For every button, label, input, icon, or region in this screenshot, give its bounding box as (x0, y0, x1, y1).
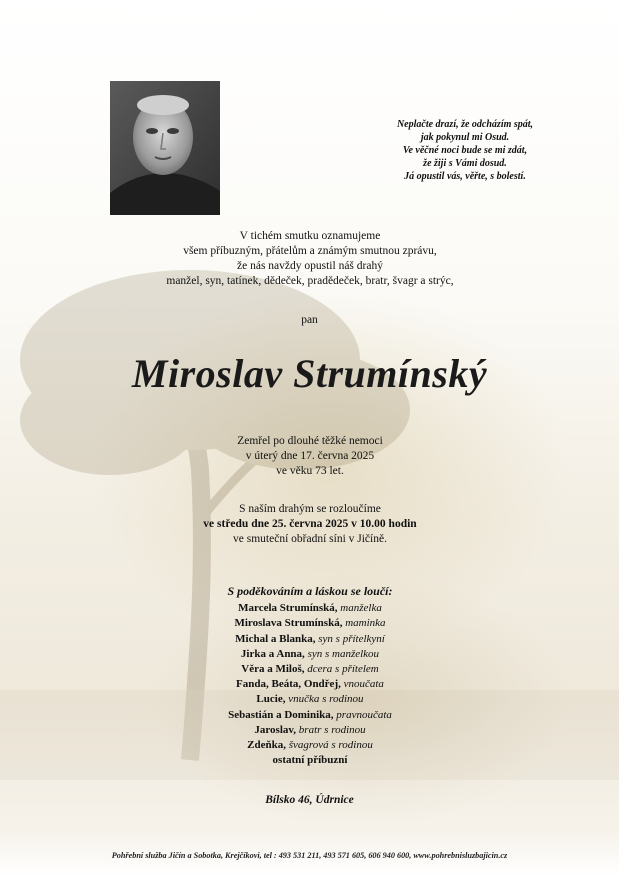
mourner-relation: maminka (342, 617, 386, 630)
mourner-row (80, 632, 540, 647)
funeral-place: ve smuteční obřadní síni v Jičíně. (233, 533, 387, 545)
mourners-list (80, 584, 540, 768)
honorific-pan: pan (301, 314, 318, 326)
mourner-relation: vnoučata (340, 678, 384, 691)
poem-verse (380, 118, 550, 183)
poem-line: že žiji s Vámi dosud. (423, 158, 507, 169)
poem-line: Neplačte drazí, že odcházím spát, (396, 119, 534, 130)
mourner-name: Jaroslav, (254, 723, 297, 736)
mourner-row (80, 692, 540, 707)
poem-line: Já opustil vás, věřte, s bolestí. (404, 171, 526, 182)
mourner-name: Miroslava Strumínská, (234, 617, 343, 630)
mourner-row (80, 753, 540, 768)
mourner-row (80, 647, 540, 662)
mourner-row (80, 708, 540, 723)
mourner-row (80, 677, 540, 692)
deceased-name: Miroslav Strumínský (131, 351, 488, 396)
mourner-name: Zdeňka, (247, 739, 286, 752)
death-line: ve věku 73 let. (276, 465, 344, 477)
portrait-photo (110, 81, 220, 215)
mourner-relation: manželka (337, 602, 382, 615)
mourner-name: Lucie, (256, 693, 286, 706)
death-details (80, 434, 540, 479)
family-address: Bílsko 46, Údrnice (265, 794, 354, 806)
announcement-line: V tichém smutku oznamujeme (239, 230, 381, 242)
mourner-row (80, 723, 540, 738)
mourner-row (80, 616, 540, 631)
funeral-date-time: ve středu dne 25. června 2025 v 10.00 hodin (203, 518, 417, 530)
funeral-intro: S naším drahým se rozloučíme (239, 503, 381, 515)
mourner-row (80, 601, 540, 616)
mourner-relation: syn s přítelkyní (315, 632, 385, 645)
announcement-line: manžel, syn, tatínek, dědeček, pradědeček, bratr, švagr a strýc, (166, 275, 454, 287)
poem-line: Ve věčné noci bude se mi zdát, (402, 145, 528, 156)
mourner-name: ostatní příbuzní (272, 754, 348, 767)
announcement-text (80, 229, 540, 289)
mourner-name: Fanda, Beáta, Ondřej, (236, 678, 341, 691)
death-line: v úterý dne 17. června 2025 (245, 450, 375, 462)
announcement-line: všem příbuzným, přátelům a známým smutnou zprávu, (183, 245, 437, 257)
mourner-relation: syn s manželkou (304, 647, 380, 660)
mourner-relation: vnučka s rodinou (285, 693, 364, 706)
funeral-details (80, 502, 540, 547)
mourner-relation: dcera s přítelem (304, 663, 379, 676)
mourner-row (80, 738, 540, 753)
mourner-name: Věra a Miloš, (241, 663, 305, 676)
announcement-line: že nás navždy opustil náš drahý (237, 260, 383, 272)
funeral-service-footer: Pohřební služba Jičín a Sobotka, Krejčíkovi, tel : 493 531 211, 493 571 605, 606 940 600, www.pohrebnisluzbajicin.cz (111, 851, 508, 860)
mourners-heading: S poděkováním a láskou se loučí: (227, 584, 393, 598)
mourner-name: Sebastián a Dominika, (228, 708, 334, 721)
poem-line: jak pokynul mi Osud. (420, 132, 510, 143)
mourner-relation: švagrová s rodinou (285, 739, 373, 752)
mourner-relation: bratr s rodinou (296, 723, 366, 736)
mourner-row (80, 662, 540, 677)
mourner-relation: pravnoučata (333, 708, 392, 721)
death-line: Zemřel po dlouhé těžké nemoci (237, 435, 383, 447)
mourner-name: Michal a Blanka, (235, 632, 316, 645)
mourner-name: Jirka a Anna, (240, 647, 305, 660)
mourner-name: Marcela Strumínská, (238, 602, 338, 615)
